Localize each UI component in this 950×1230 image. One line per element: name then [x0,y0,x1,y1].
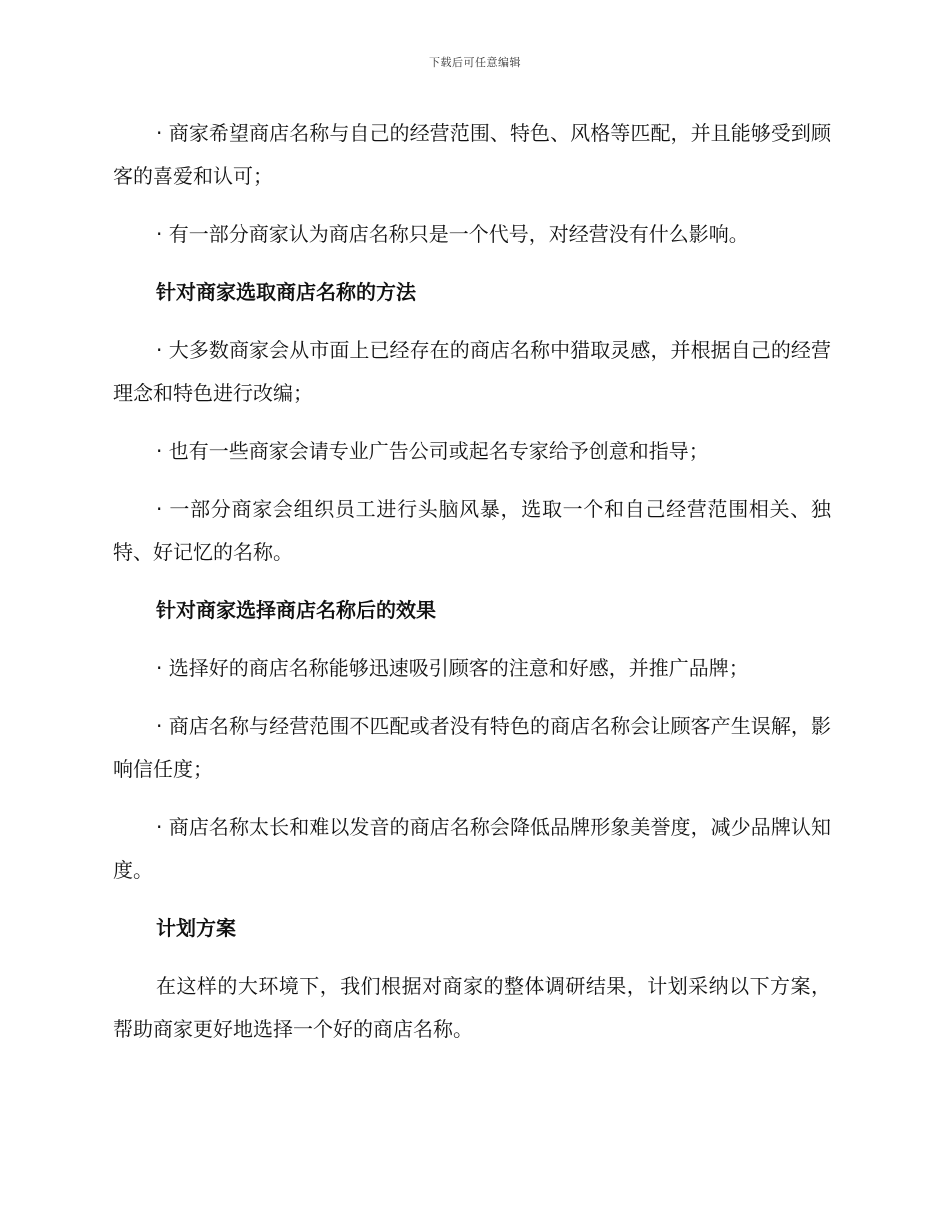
bullet-paragraph: · 有一部分商家认为商店名称只是一个代号，对经营没有什么影响。 [156,222,749,246]
bullet-paragraph: · 一部分商家会组织员工进行头脑风暴，选取一个和自己经营范围相关、独特、好记忆的名称。 [113,497,831,564]
bullet-paragraph: · 大多数商家会从市面上已经存在的商店名称中猎取灵感，并根据自己的经营理念和特色进行改编； [113,338,831,405]
bullet-paragraph: · 也有一些商家会请专业广告公司或起名专家给予创意和指导； [156,439,709,463]
section-heading: 计划方案 [156,916,236,940]
bullet-paragraph: · 商店名称太长和难以发音的商店名称会降低品牌形象美誉度，减少品牌认知度。 [113,815,831,882]
document-body [113,112,831,1051]
bullet-paragraph: · 选择好的商店名称能够迅速吸引顾客的注意和好感，并推广品牌； [156,656,749,680]
section-heading: 针对商家选择商店名称后的效果 [156,598,436,622]
body-paragraph: 在这样的大环境下，我们根据对商家的整体调研结果，计划采纳以下方案，帮助商家更好地选择一个好的商店名称。 [113,974,831,1041]
bullet-paragraph: · 商店名称与经营范围不匹配或者没有特色的商店名称会让顾客产生误解，影响信任度； [113,714,831,781]
section-heading: 针对商家选取商店名称的方法 [156,280,416,304]
bullet-paragraph: · 商家希望商店名称与自己的经营范围、特色、风格等匹配，并且能够受到顾客的喜爱和认可； [113,121,831,188]
page-header-note: 下载后可任意编辑 [429,56,521,69]
